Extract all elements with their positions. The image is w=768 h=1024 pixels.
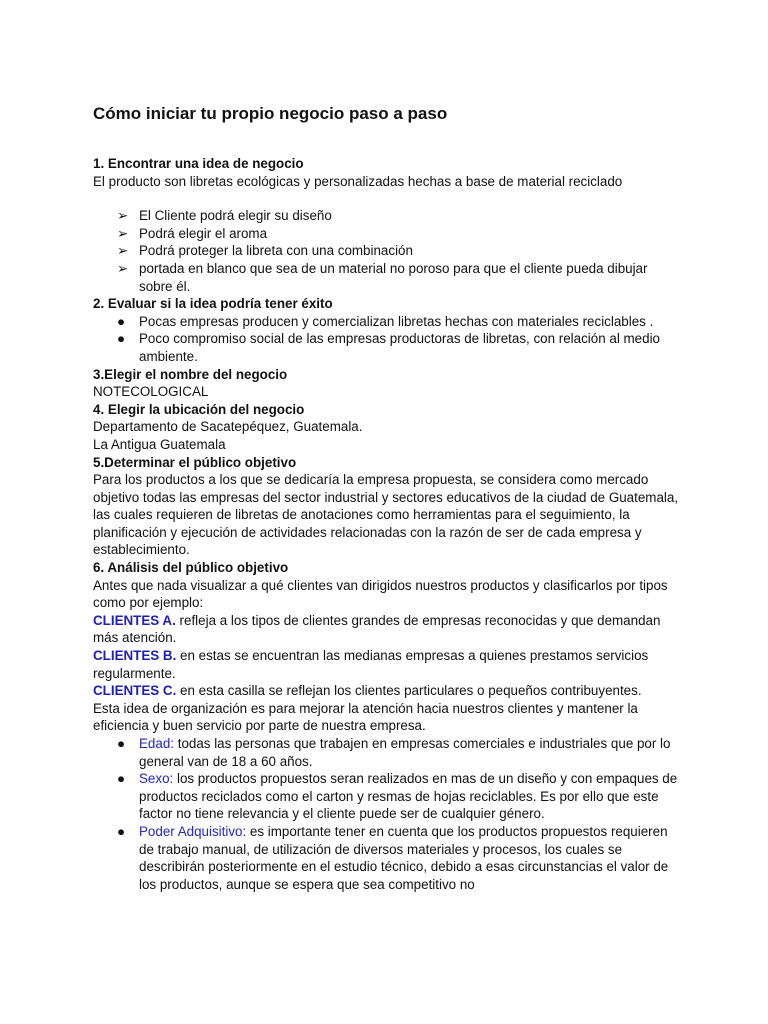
client-type-c: CLIENTES C. en esta casilla se reflejan los clientes particulares o pequeños contribuyentes.: [93, 683, 642, 699]
section-2-list: [93, 313, 683, 366]
client-label: CLIENTES A.: [93, 612, 176, 628]
section-5-heading: 5.Determinar el público objetivo: [93, 454, 297, 470]
client-type-a: CLIENTES A. refleja a los tipos de clientes grandes de empresas reconocidas y que demandan más atención.: [93, 612, 661, 646]
list-item: ● Pocas empresas producen y comercializan libretas hechas con materiales reciclables .: [117, 313, 654, 329]
client-type-b: CLIENTES B. en estas se encuentran las medianas empresas a quienes prestamos servicios regularmente.: [93, 648, 649, 681]
dot-bullet-icon: ●: [117, 771, 126, 787]
section-4-heading: 4. Elegir la ubicación del negocio: [93, 401, 305, 417]
section-3-heading: 3.Elegir el nombre del negocio: [93, 366, 288, 382]
section-1-text: El producto son libretas ecológicas y personalizadas hechas a base de material reciclado: [93, 173, 623, 189]
section-5-text: Para los productos a los que se dedicaría la empresa propuesta, se considera como mercado objetivo todas las empresas del sector industrial y sectores educativos de la ciudad de Guatemala, las cuales requieren de libretas de anotaciones como herramientas para el seguimiento, la planificación y ejecución de actividades relacionadas con la razón de ser de cada empresa y establecimiento.: [93, 472, 679, 558]
dot-bullet-icon: ●: [117, 736, 126, 751]
list-item: ➢ portada en blanco que sea de un material no poroso para que el cliente pueda dibujar sobre él.: [117, 260, 648, 294]
list-item: ● Edad: todas las personas que trabajen en empresas comerciales e industriales que por lo general van de 18 a 60 años.: [117, 736, 671, 769]
document-content: [93, 103, 683, 893]
location-line-2: La Antigua Guatemala: [93, 436, 226, 452]
list-item: ➢ Podrá elegir el aroma: [117, 225, 268, 241]
dot-bullet-icon: ●: [117, 313, 126, 329]
criterion-label: Sexo:: [139, 771, 174, 787]
client-label: CLIENTES B.: [93, 648, 177, 664]
arrow-bullet-icon: ➢: [117, 225, 129, 241]
arrow-bullet-icon: ➢: [117, 260, 129, 276]
dot-bullet-icon: ●: [117, 823, 126, 839]
section-1-heading: 1. Encontrar una idea de negocio: [93, 156, 304, 171]
criterion-label: Edad:: [139, 736, 174, 751]
section-1-list: [93, 207, 683, 295]
section-6-heading: 6. Análisis del público objetivo: [93, 560, 289, 576]
section-2-heading: 2. Evaluar si la idea podría tener éxito: [93, 296, 333, 312]
list-item: ● Sexo: los productos propuestos seran realizados en mas de un diseño y con empaques de productos reciclados como el carton y resmas de hojas reciclables. Es por ello que este factor no tiene relevancia y el cliente puede ser de cualquier género.: [117, 771, 678, 822]
list-item: ➢ El Cliente podrá elegir su diseño: [117, 208, 332, 224]
criterion-label: Poder Adquisitivo:: [139, 823, 247, 839]
location-line-1: Departamento de Sacatepéquez, Guatemala.: [93, 419, 363, 435]
business-name: NOTECOLOGICAL: [93, 384, 209, 400]
section-6-list: [93, 735, 683, 893]
list-item: ➢ Podrá proteger la libreta con una combinación: [117, 243, 413, 259]
document-title: Cómo iniciar tu propio negocio paso a paso: [93, 104, 448, 123]
list-item: ● Poco compromiso social de las empresas productoras de libretas, con relación al medio ambiente.: [117, 331, 660, 364]
arrow-bullet-icon: ➢: [117, 243, 129, 259]
list-item: ● Poder Adquisitivo: es importante tener en cuenta que los productos propuestos requieren de trabajo manual, de utilización de diversos materiales y procesos, los cuales se describirán posteriormente en el estudio técnico, debido a esas circunstancias el valor de los productos, aunque se espera que sea competitivo no: [117, 823, 669, 892]
section-6-intro: Antes que nada visualizar a qué clientes van dirigidos nuestros productos y clasificarlos por tipos como por ejemplo:: [93, 577, 668, 611]
section-6-closing: Esta idea de organización es para mejorar la atención hacia nuestros clientes y mantener la eficiencia y buen servicio por parte de nuestra empresa.: [93, 700, 638, 734]
client-label: CLIENTES C.: [93, 683, 177, 699]
arrow-bullet-icon: ➢: [117, 208, 129, 224]
dot-bullet-icon: ●: [117, 331, 126, 347]
